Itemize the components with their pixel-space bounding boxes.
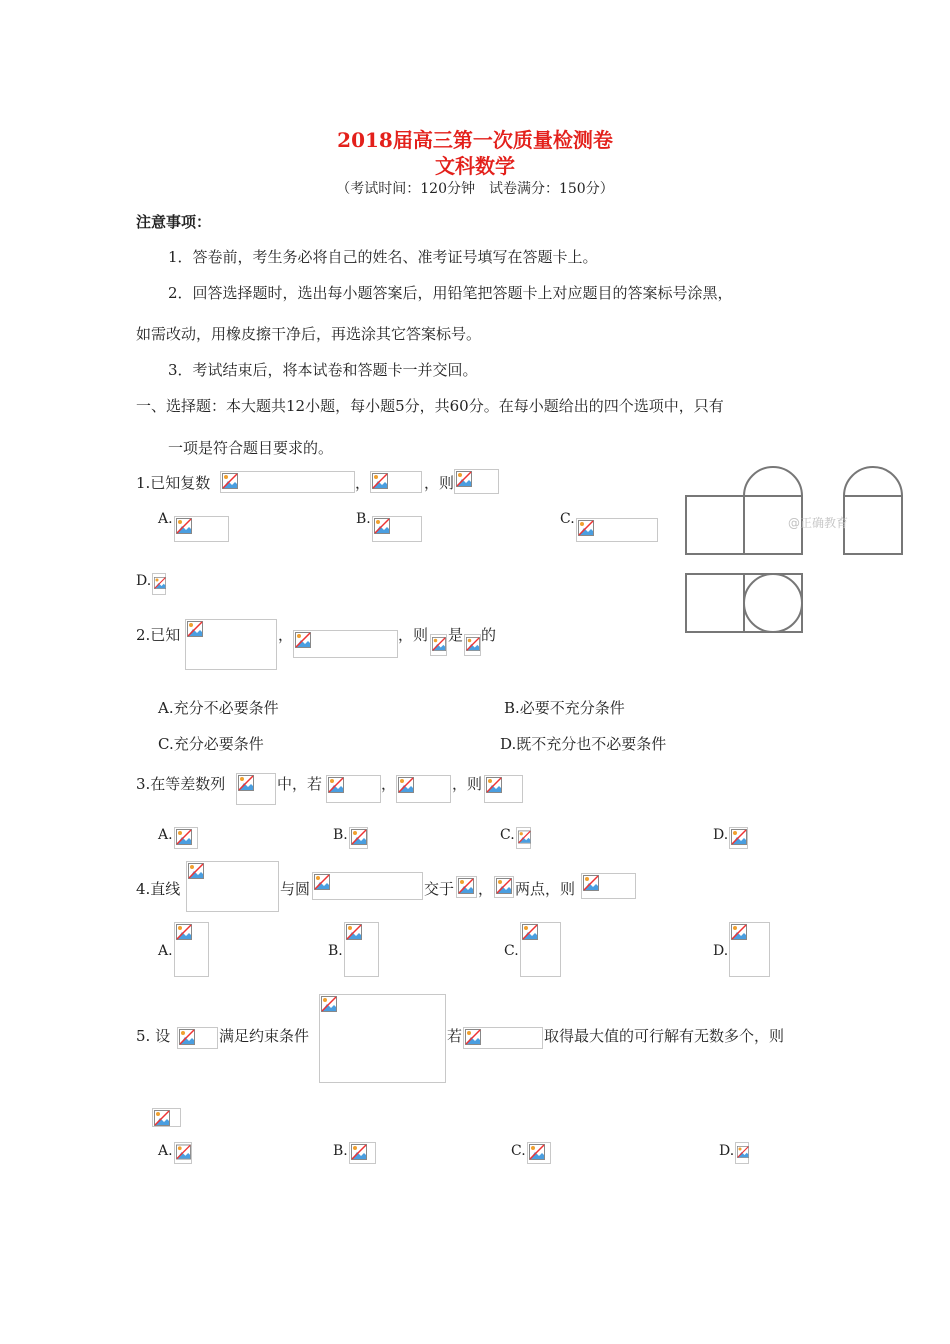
q3-option-a-image [174,827,198,849]
broken-image-icon [351,829,367,845]
q4-option-d: D. [713,943,729,959]
q4-option-a-image [174,922,209,977]
broken-image-icon [465,1029,481,1045]
broken-image-icon [176,829,192,845]
q5-option-b: B. [333,1143,348,1159]
broken-image-icon [458,878,474,894]
q3-option-c: C. [500,827,515,843]
broken-image-icon [466,636,480,652]
q4-option-a: A. [158,943,173,959]
broken-image-icon [522,924,538,940]
q4-formula-b [494,876,514,898]
q2-of: 的 [481,626,497,644]
broken-image-icon [222,473,238,489]
q2-option-c: C.充分必要条件 [158,735,264,753]
exam-info: （考试时间：120分钟 试卷满分：150分） [336,181,614,197]
three-view-figure [680,462,905,637]
q4-formula-image [186,861,279,912]
broken-image-icon [372,473,388,489]
q3-option-a: A. [158,827,173,843]
broken-image-icon [456,471,472,487]
broken-image-icon [179,1029,195,1045]
q1-then: ，则 [424,474,455,492]
q3-option-d-image [729,827,748,849]
front-view-left-square [686,496,744,554]
q2-formula-q [464,634,481,656]
q2-formula-p [430,634,447,656]
q5-option-a-image [174,1142,192,1164]
q1-option-d-image [152,573,166,595]
exam-title: 2018届高三第一次质量检测卷 [337,128,613,152]
broken-image-icon [176,518,192,534]
broken-image-icon [346,924,362,940]
broken-image-icon [529,1144,545,1160]
q4-formula-image-2 [312,872,423,900]
broken-image-icon [486,777,502,793]
broken-image-icon [154,1110,170,1126]
q4-formula-a [456,876,477,898]
q5-objective-image [463,1027,543,1049]
q1-option-b-image [372,516,422,542]
q3-option-c-image [516,827,531,849]
q3-formula-image-2 [326,775,381,803]
q3-option-b: B. [333,827,348,843]
q5-option-b-image [349,1142,376,1164]
q2-option-a: A.充分不必要条件 [158,699,279,717]
q1-option-a-image [174,516,229,542]
q5-formula-xy [177,1027,218,1049]
q5-option-a: A. [158,1143,173,1159]
q4-option-d-image [729,922,770,977]
q5-option-d-image [735,1142,749,1164]
broken-image-icon [432,636,446,652]
q1-option-a: A. [158,511,173,527]
q3-stem: 3.在等差数列 [136,775,226,793]
broken-image-icon [295,632,311,648]
watermark: @正确教育 [788,516,849,530]
q5-rest: 取得最大值的可行解有无数多个，则 [544,1027,785,1045]
q2-then: ，则 [398,626,429,644]
q1-formula-image-3 [454,469,499,494]
top-view-left-square [686,574,744,632]
broken-image-icon [578,520,594,536]
q5-stem: 5. 设 [136,1027,171,1045]
q3-formula-image-4 [484,775,523,803]
q2-comma: ， [278,626,294,644]
q4-option-b-image [344,922,379,977]
broken-image-icon [187,621,203,637]
q4-option-c-image [520,922,561,977]
q3-mid: 中，若 [277,775,323,793]
side-view-arc [844,467,902,496]
q1-comma: ， [355,474,371,492]
exam-subject: 文科数学 [435,154,515,178]
note-item-2: 2．回答选择题时，选出每小题答案后，用铅笔把答题卡上对应题目的答案标号涂黑， [168,284,733,302]
q2-formula-image [185,619,277,670]
front-view-arc [744,467,802,496]
q4-formula-image-3 [581,873,636,899]
q1-option-b: B. [356,511,371,527]
broken-image-icon [731,829,747,845]
q3-then: ，则 [452,775,483,793]
q1-formula-image-2 [370,471,422,493]
q4-points: 两点，则 [515,880,576,898]
q4-option-c: C. [504,943,519,959]
q5-if: 若 [447,1027,463,1045]
note-item-3: 3．考试结束后，将本试卷和答题卡一并交回。 [168,361,478,379]
q5-cond: 满足约束条件 [219,1027,310,1045]
q4-option-b: B. [328,943,343,959]
broken-image-icon [374,518,390,534]
broken-image-icon [176,924,192,940]
q2-option-d: D.既不充分也不必要条件 [500,735,667,753]
q4-stem: 4.直线 [136,880,181,898]
q4-with: 与圆 [280,880,311,898]
q1-option-c-image [576,518,658,542]
q1-option-d: D. [136,573,152,589]
broken-image-icon [731,924,747,940]
section-heading: 一、选择题：本大题共12小题，每小题5分，共60分。在每小题给出的四个选项中，只有 [136,397,724,415]
q3-option-d: D. [713,827,729,843]
broken-image-icon [737,1144,749,1160]
q1-stem: 1.已知复数 [136,474,211,492]
note-item-1: 1．答卷前，考生务必将自己的姓名、准考证号填写在答题卡上。 [168,248,598,266]
broken-image-icon [496,878,512,894]
q1-formula-image [220,471,355,493]
broken-image-icon [583,875,599,891]
q3-comma: ， [381,775,397,793]
q3-option-b-image [349,827,368,849]
note-item-2-cont: 如需改动，用橡皮擦干净后，再选涂其它答案标号。 [136,325,482,343]
q2-stem: 2.已知 [136,626,181,644]
q1-option-c: C. [560,511,575,527]
broken-image-icon [398,777,414,793]
side-view-square [844,496,902,554]
q3-formula-image-3 [396,775,451,803]
q5-answer-image [152,1108,181,1127]
q5-option-c: C. [511,1143,526,1159]
broken-image-icon [321,996,337,1012]
broken-image-icon [154,575,166,591]
broken-image-icon [176,1144,191,1160]
q5-constraint-image [319,994,446,1083]
top-view-circle [744,574,802,632]
broken-image-icon [238,775,254,791]
broken-image-icon [314,874,330,890]
q3-formula-image [236,773,276,805]
broken-image-icon [328,777,344,793]
section-heading-cont: 一项是符合题目要求的。 [168,439,334,457]
broken-image-icon [518,829,531,845]
q4-comma: ， [478,880,494,898]
q5-option-c-image [527,1142,551,1164]
broken-image-icon [188,863,204,879]
q5-option-d: D. [719,1143,735,1159]
q4-meet: 交于 [424,880,455,898]
q2-option-b: B.必要不充分条件 [504,699,625,717]
notes-heading: 注意事项： [136,213,212,231]
broken-image-icon [351,1144,367,1160]
q2-is: 是 [448,626,464,644]
q2-formula-image-2 [293,630,398,658]
